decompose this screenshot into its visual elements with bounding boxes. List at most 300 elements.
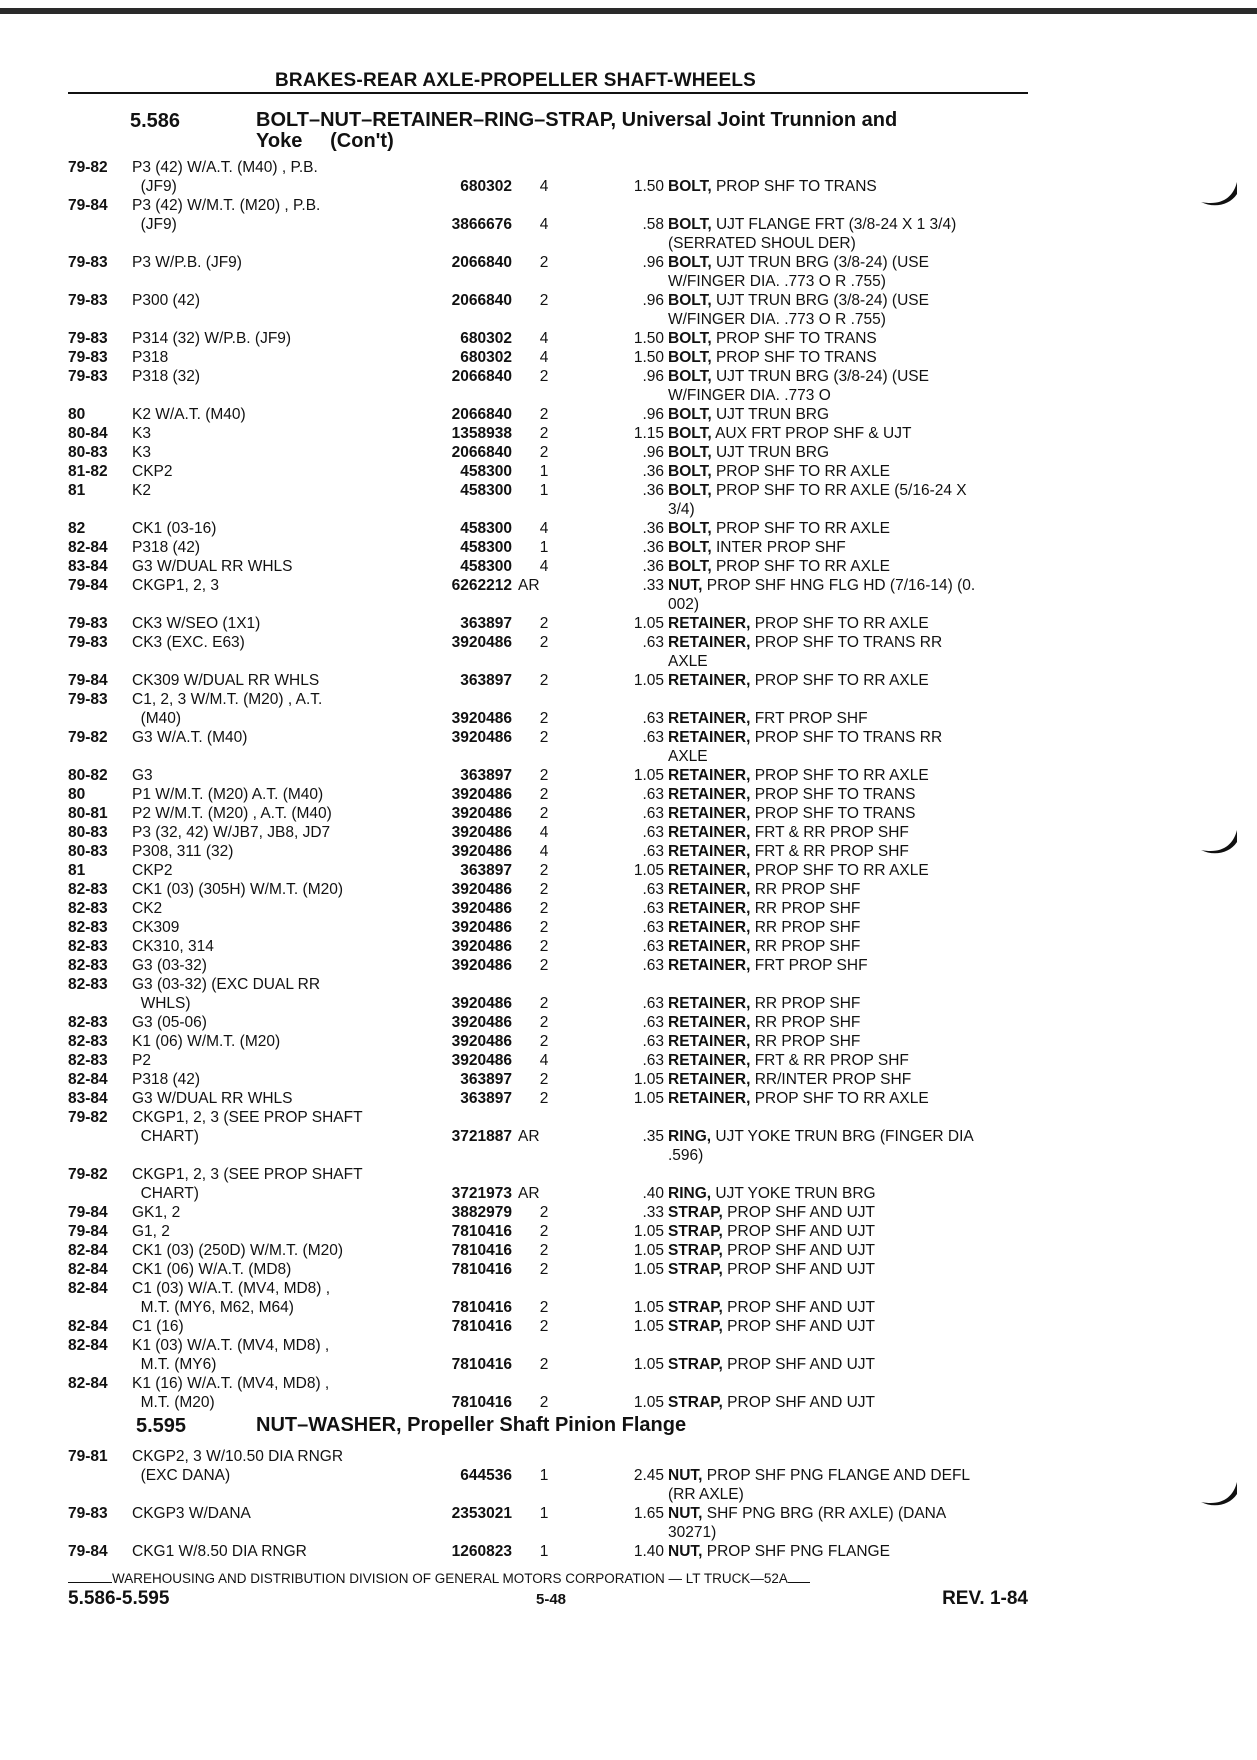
year-range: 82-84	[68, 1337, 108, 1354]
description-text: UJT FLANGE FRT (3/8-24 X 1 3/4)	[715, 216, 957, 233]
section-title: NUT–WASHER, Propeller Shaft Pinion Flange	[256, 1414, 687, 1436]
model-cell: CKGP2, 3 W/10.50 DIA RNGR	[132, 1448, 344, 1465]
description-keyword: BOLT,	[668, 292, 712, 309]
description-keyword: RETAINER,	[668, 672, 751, 689]
year-range: 82-83	[68, 900, 108, 917]
part-number: 1358938	[451, 425, 512, 442]
table-row	[68, 861, 1028, 880]
model-cell: CK309	[132, 919, 180, 936]
year-range: 79-82	[68, 159, 108, 176]
quantity: 2	[539, 786, 549, 803]
description-keyword: RETAINER,	[668, 786, 751, 803]
table-row	[68, 215, 1028, 234]
quantity: 2	[539, 444, 549, 461]
quantity: 1	[539, 1505, 549, 1522]
description-text: W/FINGER DIA. .773 O R .755)	[668, 273, 886, 290]
model-cell: P3 (42) W/A.T. (M40) , P.B.	[132, 159, 318, 176]
description	[668, 1260, 1028, 1279]
quantity: 2	[539, 729, 549, 746]
description	[668, 1032, 1028, 1051]
quantity: 2	[539, 957, 549, 974]
model-cell: G3 W/DUAL RR WHLS	[132, 558, 293, 575]
table-row	[68, 1542, 1028, 1561]
description-keyword: BOLT,	[668, 539, 712, 556]
description-keyword: STRAP,	[668, 1318, 723, 1335]
description-text: PROP SHF AND UJT	[727, 1356, 876, 1373]
model-cell: K1 (16) W/A.T. (MV4, MD8) ,	[132, 1375, 330, 1392]
part-number: 3920486	[451, 1052, 512, 1069]
quantity: 2	[539, 805, 549, 822]
table-row	[68, 785, 1028, 804]
table-row	[68, 310, 1028, 329]
description-keyword: RETAINER,	[668, 1090, 751, 1107]
year-range: 80	[68, 786, 86, 803]
model-cell: G3 W/A.T. (M40)	[132, 729, 248, 746]
table-row	[68, 367, 1028, 386]
description-keyword: BOLT,	[668, 178, 712, 195]
year-range: 79-83	[68, 691, 108, 708]
table-row	[68, 272, 1028, 291]
description-keyword: STRAP,	[668, 1242, 723, 1259]
table-row	[68, 1127, 1028, 1146]
description-keyword: RETAINER,	[668, 729, 751, 746]
table-row	[68, 652, 1028, 671]
description-keyword: STRAP,	[668, 1299, 723, 1316]
table-row	[68, 1108, 1028, 1127]
price: .63	[642, 1014, 664, 1031]
year-range: 79-82	[68, 1166, 108, 1183]
part-number: 363897	[460, 615, 512, 632]
description	[668, 1355, 1028, 1374]
description-text: UJT YOKE TRUN BRG	[715, 1185, 876, 1202]
model-cell: G3 (05-06)	[132, 1014, 207, 1031]
description-keyword: BOLT,	[668, 406, 712, 423]
description-text: RR PROP SHF	[754, 881, 861, 898]
description	[668, 462, 1028, 481]
description-text: PROP SHF AND UJT	[727, 1242, 876, 1259]
description-keyword: RETAINER,	[668, 710, 751, 727]
description-keyword: NUT,	[668, 1467, 703, 1484]
description	[668, 1504, 1028, 1523]
part-number: 3721887	[451, 1128, 512, 1145]
quantity: 2	[539, 1261, 549, 1278]
year-range: 79-83	[68, 1505, 108, 1522]
table-row	[68, 405, 1028, 424]
year-range: 81	[68, 482, 86, 499]
model-cell: P318	[132, 349, 169, 366]
description-text: PROP SHF AND UJT	[727, 1394, 876, 1411]
description	[668, 443, 1028, 462]
table-row	[68, 747, 1028, 766]
quantity: 4	[539, 1052, 549, 1069]
part-number: 7810416	[451, 1223, 512, 1240]
description-text: UJT TRUN BRG (3/8-24) (USE	[715, 292, 929, 309]
part-number: 3920486	[451, 995, 512, 1012]
table-row	[68, 766, 1028, 785]
price: .63	[642, 957, 664, 974]
description	[668, 918, 1028, 937]
footer-section-range: 5.586-5.595	[68, 1588, 170, 1609]
price: 1.65	[633, 1505, 664, 1522]
quantity: 2	[539, 292, 549, 309]
model-cell: CHART)	[132, 1128, 199, 1145]
quantity: 2	[539, 767, 549, 784]
description-keyword: BOLT,	[668, 216, 712, 233]
table-row	[68, 1089, 1028, 1108]
description	[668, 823, 1028, 842]
price: .58	[642, 216, 664, 233]
table-row	[68, 1051, 1028, 1070]
year-range: 82-84	[68, 1375, 108, 1392]
table-row	[68, 1466, 1028, 1485]
quantity: 1	[539, 1543, 549, 1560]
model-cell: P300 (42)	[132, 292, 201, 309]
description-text: 3/4)	[668, 501, 695, 518]
year-range: 82-84	[68, 1318, 108, 1335]
description	[668, 956, 1028, 975]
model-cell: CK1 (06) W/A.T. (MD8)	[132, 1261, 292, 1278]
part-number: 458300	[460, 482, 512, 499]
part-number: 3866676	[451, 216, 512, 233]
price: 1.05	[633, 1394, 664, 1411]
description-keyword: BOLT,	[668, 425, 712, 442]
description-text: PROP SHF TO TRANS RR	[754, 729, 943, 746]
part-number: 363897	[460, 1090, 512, 1107]
price: .96	[642, 444, 664, 461]
model-cell: K1 (06) W/M.T. (M20)	[132, 1033, 281, 1050]
model-cell: C1, 2, 3 W/M.T. (M20) , A.T.	[132, 691, 323, 708]
part-number: 680302	[460, 178, 512, 195]
year-range: 79-82	[68, 729, 108, 746]
description	[668, 538, 1028, 557]
table-row	[68, 1355, 1028, 1374]
table-row	[68, 1184, 1028, 1203]
quantity: 2	[539, 425, 549, 442]
price: 1.05	[633, 1299, 664, 1316]
model-cell: G3 (03-32) (EXC DUAL RR	[132, 976, 321, 993]
quantity: 4	[539, 520, 549, 537]
description	[668, 1222, 1028, 1241]
description	[668, 1203, 1028, 1222]
year-range: 82-83	[68, 957, 108, 974]
description-text: PROP SHF TO RR AXLE (5/16-24 X	[715, 482, 967, 499]
table-row	[68, 1165, 1028, 1184]
binder-clip-icon	[1199, 828, 1239, 858]
footer-revision: REV. 1-84	[942, 1588, 1028, 1609]
description-text: UJT TRUN BRG	[715, 444, 830, 461]
description	[668, 177, 1028, 196]
quantity: 2	[539, 1204, 549, 1221]
description-text: PROP SHF TO TRANS	[715, 178, 877, 195]
description-text: PROP SHF TO TRANS	[754, 786, 916, 803]
description-text: AUX FRT PROP SHF & UJT	[715, 425, 912, 442]
model-cell: K3	[132, 425, 151, 442]
description-keyword: RETAINER,	[668, 767, 751, 784]
description-text: PROP SHF TO RR AXLE	[715, 463, 890, 480]
quantity: 2	[539, 1356, 549, 1373]
part-number: 2066840	[451, 444, 512, 461]
description-keyword: BOLT,	[668, 368, 712, 385]
table-row	[68, 956, 1028, 975]
model-cell: CK3 W/SEO (1X1)	[132, 615, 261, 632]
quantity: 2	[539, 900, 549, 917]
table-row	[68, 918, 1028, 937]
description	[668, 1542, 1028, 1561]
description	[668, 671, 1028, 690]
model-cell: G3 (03-32)	[132, 957, 207, 974]
quantity: 4	[539, 349, 549, 366]
table-row	[68, 234, 1028, 253]
quantity: 2	[539, 1394, 549, 1411]
description-text: W/FINGER DIA. .773 O R .755)	[668, 311, 886, 328]
section-number: 5.595	[136, 1415, 187, 1437]
model-cell: P2	[132, 1052, 151, 1069]
year-range: 79-84	[68, 197, 108, 214]
year-range: 79-83	[68, 254, 108, 271]
quantity: 2	[539, 1242, 549, 1259]
quantity: 4	[539, 843, 549, 860]
description-keyword: RETAINER,	[668, 862, 751, 879]
description-keyword: NUT,	[668, 1543, 703, 1560]
model-cell: P318 (42)	[132, 539, 201, 556]
table-row	[68, 1447, 1028, 1466]
price: 1.50	[633, 349, 664, 366]
description-text: PROP SHF TO RR AXLE	[754, 615, 929, 632]
price: .63	[642, 1052, 664, 1069]
part-number: 3920486	[451, 1014, 512, 1031]
section-number: 5.586	[130, 110, 181, 132]
table-row	[68, 823, 1028, 842]
quantity: 2	[539, 615, 549, 632]
description-keyword: STRAP,	[668, 1204, 723, 1221]
part-number: 3920486	[451, 634, 512, 651]
year-range: 80-82	[68, 767, 108, 784]
price: .63	[642, 938, 664, 955]
year-range: 80-83	[68, 824, 108, 841]
price: .63	[642, 995, 664, 1012]
quantity: 2	[539, 672, 549, 689]
price: .96	[642, 254, 664, 271]
year-range: 82-84	[68, 1242, 108, 1259]
quantity: 2	[539, 1090, 549, 1107]
description-text: PROP SHF AND UJT	[727, 1223, 876, 1240]
table-row	[68, 1070, 1028, 1089]
model-cell: CK309 W/DUAL RR WHLS	[132, 672, 320, 689]
year-range: 82-84	[68, 1071, 108, 1088]
description	[668, 310, 1028, 329]
quantity: AR	[518, 1128, 540, 1145]
model-cell: C1 (03) W/A.T. (MV4, MD8) ,	[132, 1280, 331, 1297]
model-cell: CKGP1, 2, 3 (SEE PROP SHAFT	[132, 1109, 363, 1126]
price: 1.05	[633, 1223, 664, 1240]
table-row	[68, 291, 1028, 310]
year-range: 79-84	[68, 1543, 108, 1560]
part-number: 2066840	[451, 254, 512, 271]
description-keyword: BOLT,	[668, 444, 712, 461]
description-keyword: BOLT,	[668, 482, 712, 499]
table-row	[68, 880, 1028, 899]
quantity: 2	[539, 938, 549, 955]
year-range: 82-83	[68, 881, 108, 898]
table-row	[68, 1523, 1028, 1542]
description	[668, 367, 1028, 386]
description	[668, 234, 1028, 253]
quantity: 1	[539, 463, 549, 480]
description-text: FRT & RR PROP SHF	[754, 824, 909, 841]
description	[668, 1051, 1028, 1070]
price: .63	[642, 881, 664, 898]
part-number: 458300	[460, 520, 512, 537]
quantity: 2	[539, 1318, 549, 1335]
quantity: 2	[539, 995, 549, 1012]
year-range: 80	[68, 406, 86, 423]
description-text: PROP SHF TO RR AXLE	[715, 520, 890, 537]
table-row	[68, 462, 1028, 481]
table-row	[68, 690, 1028, 709]
price: .33	[642, 577, 664, 594]
model-cell: CK1 (03-16)	[132, 520, 217, 537]
description-keyword: BOLT,	[668, 558, 712, 575]
model-cell: CK2	[132, 900, 163, 917]
description-keyword: RING,	[668, 1185, 712, 1202]
price: .96	[642, 368, 664, 385]
description-text: PROP SHF TO RR AXLE	[715, 558, 890, 575]
quantity: 4	[539, 558, 549, 575]
table-row	[68, 1013, 1028, 1032]
table-row	[68, 1485, 1028, 1504]
year-range: 82-83	[68, 976, 108, 993]
quantity: 2	[539, 254, 549, 271]
description	[668, 386, 1028, 405]
description-text: RR PROP SHF	[754, 1033, 861, 1050]
description-text: RR PROP SHF	[754, 919, 861, 936]
price: .36	[642, 539, 664, 556]
model-cell: G3	[132, 767, 153, 784]
year-range: 82-83	[68, 919, 108, 936]
description-text: PROP SHF TO TRANS	[715, 330, 877, 347]
table-row	[68, 671, 1028, 690]
description-keyword: RETAINER,	[668, 805, 751, 822]
year-range: 82-83	[68, 1014, 108, 1031]
description-keyword: RING,	[668, 1128, 712, 1145]
description	[668, 861, 1028, 880]
price: 1.05	[633, 862, 664, 879]
quantity: 4	[539, 178, 549, 195]
quantity: 1	[539, 539, 549, 556]
description	[668, 1127, 1028, 1146]
part-number: 1260823	[451, 1543, 512, 1560]
price: 1.05	[633, 1318, 664, 1335]
description-keyword: BOLT,	[668, 463, 712, 480]
section-heading-5586	[130, 110, 1030, 156]
part-number: 458300	[460, 558, 512, 575]
year-range: 80-83	[68, 444, 108, 461]
description	[668, 557, 1028, 576]
description-text: FRT PROP SHF	[754, 710, 868, 727]
table-row	[68, 329, 1028, 348]
model-cell: GK1, 2	[132, 1204, 181, 1221]
table-row	[68, 1298, 1028, 1317]
description-keyword: RETAINER,	[668, 919, 751, 936]
part-number: 3721973	[451, 1185, 512, 1202]
description	[668, 1393, 1028, 1412]
description-text: PROP SHF HNG FLG HD (7/16-14) (0.	[706, 577, 976, 594]
model-cell: CKP2	[132, 463, 173, 480]
description	[668, 272, 1028, 291]
price: .63	[642, 710, 664, 727]
description-text: PROP SHF TO RR AXLE	[754, 862, 929, 879]
price: .36	[642, 558, 664, 575]
description	[668, 1089, 1028, 1108]
year-range: 82-84	[68, 1261, 108, 1278]
quantity: 2	[539, 1223, 549, 1240]
part-number: 3920486	[451, 1033, 512, 1050]
description-keyword: BOLT,	[668, 520, 712, 537]
quantity: 2	[539, 919, 549, 936]
quantity: 4	[539, 330, 549, 347]
description	[668, 633, 1028, 652]
part-number: 3920486	[451, 957, 512, 974]
table-row	[68, 614, 1028, 633]
year-range: 81-82	[68, 463, 108, 480]
table-row	[68, 1146, 1028, 1165]
quantity: 4	[539, 216, 549, 233]
price: .63	[642, 1033, 664, 1050]
quantity: 2	[539, 1014, 549, 1031]
description-text: UJT TRUN BRG (3/8-24) (USE	[715, 254, 929, 271]
quantity: 2	[539, 1299, 549, 1316]
year-range: 82-84	[68, 539, 108, 556]
description-text: RR/INTER PROP SHF	[754, 1071, 912, 1088]
description	[668, 405, 1028, 424]
section-title: BOLT–NUT–RETAINER–RING–STRAP, Universal Joint Trunnion and Yoke (Con't)	[256, 109, 898, 152]
part-number: 2066840	[451, 292, 512, 309]
price: .40	[642, 1185, 664, 1202]
price: .63	[642, 824, 664, 841]
table-row	[68, 1260, 1028, 1279]
table-row	[68, 937, 1028, 956]
part-number: 458300	[460, 539, 512, 556]
year-range: 79-82	[68, 1109, 108, 1126]
description	[668, 1184, 1028, 1203]
description-keyword: RETAINER,	[668, 1071, 751, 1088]
year-range: 80-84	[68, 425, 108, 442]
description	[668, 614, 1028, 633]
table-row	[68, 158, 1028, 177]
description	[668, 785, 1028, 804]
table-row	[68, 1393, 1028, 1412]
description-text: PROP SHF PNG FLANGE	[706, 1543, 890, 1560]
description-text: PROP SHF TO RR AXLE	[754, 767, 929, 784]
year-range: 79-83	[68, 292, 108, 309]
model-cell: P3 (32, 42) W/JB7, JB8, JD7	[132, 824, 331, 841]
description	[668, 253, 1028, 272]
part-number: 2066840	[451, 368, 512, 385]
description	[668, 348, 1028, 367]
description-text: PROP SHF TO TRANS	[715, 349, 877, 366]
price: 1.05	[633, 672, 664, 689]
table-row	[68, 519, 1028, 538]
description	[668, 329, 1028, 348]
part-number: 363897	[460, 1071, 512, 1088]
description	[668, 1523, 1028, 1542]
price: 1.05	[633, 1242, 664, 1259]
description-keyword: NUT,	[668, 1505, 703, 1522]
year-range: 79-83	[68, 634, 108, 651]
description	[668, 500, 1028, 519]
description	[668, 424, 1028, 443]
description-text: INTER PROP SHF	[715, 539, 846, 556]
